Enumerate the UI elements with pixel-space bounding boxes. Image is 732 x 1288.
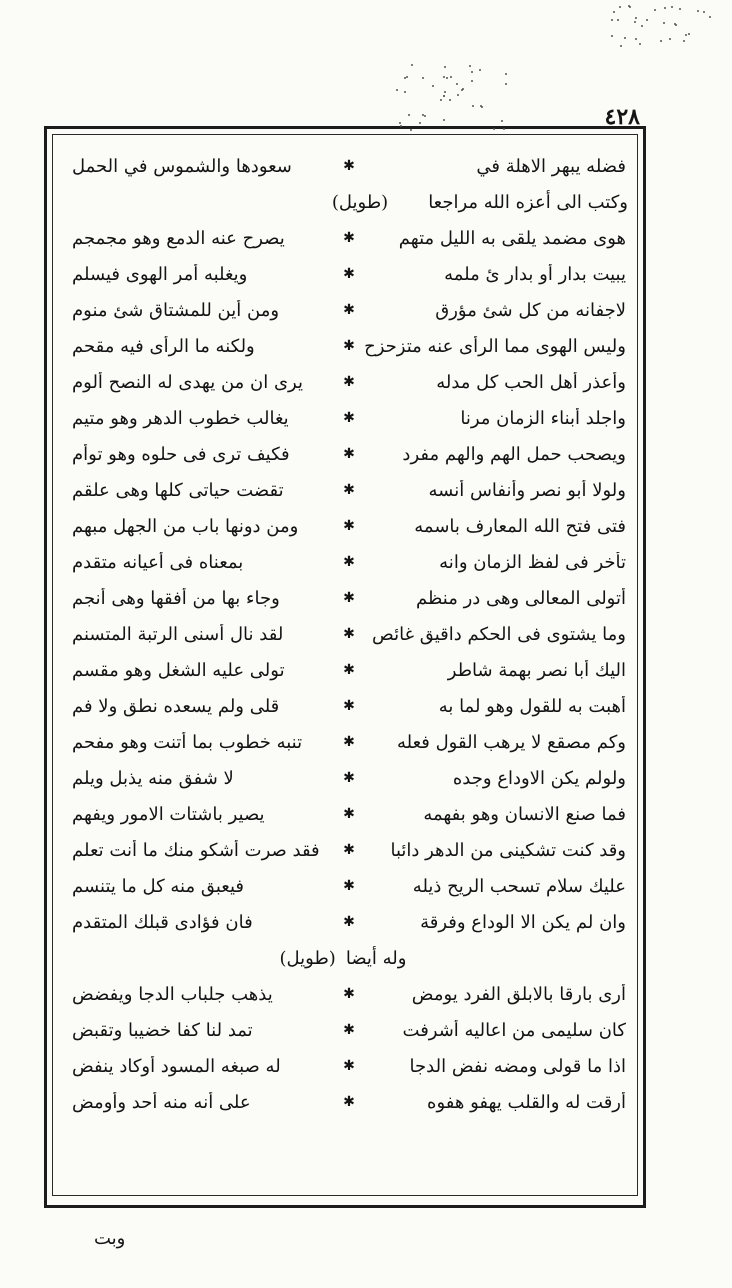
paper-speck xyxy=(396,89,398,91)
verse-first-hemistich: وان لم يكن الا الوداع وفرقة xyxy=(420,911,626,933)
verse-line xyxy=(58,220,632,256)
verse-separator: ✱ xyxy=(343,734,355,750)
paper-speck xyxy=(422,77,424,79)
paper-speck xyxy=(654,9,656,11)
paper-speck xyxy=(505,73,507,75)
verse-first-hemistich: أتولى المعالى وهى در منظم xyxy=(416,587,626,609)
verse-separator: ✱ xyxy=(343,374,355,390)
verse-line xyxy=(58,148,632,184)
verse-first-hemistich: وقد كنت تشكينى من الدهر دائبا xyxy=(390,839,626,861)
verse-first-hemistich: وكم مصقع لا يرهب القول فعله xyxy=(396,731,626,753)
paper-speck xyxy=(480,105,482,107)
verse-separator: ✱ xyxy=(343,266,355,282)
poem-meter: (طويل) xyxy=(331,191,389,213)
verse-first-hemistich: ولولا أبو نصر وأنفاس أنسه xyxy=(428,479,626,501)
verse-first-hemistich: فضله يبهر الاهلة في xyxy=(476,155,626,177)
paper-speck xyxy=(400,125,402,127)
paper-speck xyxy=(624,37,626,39)
verse-first-hemistich: لاجفانه من كل شئ مؤرق xyxy=(435,299,626,321)
verse-separator: ✱ xyxy=(343,518,355,534)
verse-second-hemistich: فقد صرت أشكو منك ما أنت تعلم xyxy=(72,839,320,861)
paper-speck xyxy=(679,8,681,10)
poem-meter: (طويل) xyxy=(279,947,336,969)
verse-line xyxy=(58,436,632,472)
verse-second-hemistich: يصير باشتات الامور ويفهم xyxy=(72,803,265,825)
paper-speck xyxy=(479,69,481,71)
paper-speck xyxy=(408,114,410,116)
paper-speck xyxy=(671,6,673,8)
verse-second-hemistich: ويغلبه أمر الهوى فيسلم xyxy=(72,263,248,285)
paper-speck xyxy=(697,10,699,12)
verse-separator: ✱ xyxy=(343,230,355,246)
verse-first-hemistich: اليك أبا نصر بهمة شاطر xyxy=(447,659,626,681)
catchword: وبت xyxy=(94,1228,126,1249)
paper-speck xyxy=(406,76,408,78)
paper-speck xyxy=(404,91,406,93)
paper-speck xyxy=(639,43,641,45)
paper-speck xyxy=(663,22,665,24)
verse-second-hemistich: بمعناه فى أعيانه متقدم xyxy=(72,551,244,573)
paper-speck xyxy=(440,99,442,101)
paper-speck xyxy=(611,35,613,37)
verse-first-hemistich: وأعذر أهل الحب كل مدله xyxy=(436,371,626,393)
verse-first-hemistich: تأخر فى لفظ الزمان وانه xyxy=(439,551,626,573)
verse-second-hemistich: فان فؤادى قبلك المتقدم xyxy=(72,911,253,933)
paper-speck xyxy=(611,19,613,21)
verse-first-hemistich: ويصحب حمل الهم والهم مفرد xyxy=(402,443,626,465)
paper-speck xyxy=(683,40,685,42)
verse-second-hemistich: يرى ان من يهدى له النصح ألوم xyxy=(72,371,303,393)
poem-heading xyxy=(58,184,632,220)
verse-separator: ✱ xyxy=(343,986,355,1002)
verse-line xyxy=(58,760,632,796)
verse-separator: ✱ xyxy=(343,626,355,642)
verse-separator: ✱ xyxy=(343,590,355,606)
verse-separator: ✱ xyxy=(343,1058,355,1074)
paper-speck xyxy=(501,120,503,122)
verse-first-hemistich: كان سليمى من اعاليه أشرفت xyxy=(402,1019,626,1041)
paper-speck xyxy=(443,119,445,121)
verse-separator: ✱ xyxy=(343,770,355,786)
paper-speck xyxy=(462,88,464,90)
verse-second-hemistich: قلى ولم يسعده نطق ولا فم xyxy=(72,695,280,717)
paper-speck xyxy=(634,21,636,23)
paper-speck xyxy=(456,83,458,85)
verse-line xyxy=(58,544,632,580)
verse-line xyxy=(58,1084,632,1120)
verse-first-hemistich: يبيت بدار أو بدار ئ ملمه xyxy=(444,263,626,285)
verse-line xyxy=(58,724,632,760)
verse-separator: ✱ xyxy=(343,914,355,930)
verse-line xyxy=(58,328,632,364)
paper-speck xyxy=(493,128,495,130)
paper-speck xyxy=(471,80,473,82)
paper-speck xyxy=(443,76,445,78)
paper-speck xyxy=(641,25,643,27)
text-block xyxy=(58,148,632,1120)
paper-speck xyxy=(675,24,677,26)
paper-speck xyxy=(471,71,473,73)
verse-second-hemistich: يغالب خطوب الدهر وهو متيم xyxy=(72,407,289,429)
verse-second-hemistich: فيعبق منه كل ما يتنسم xyxy=(72,875,245,897)
paper-speck xyxy=(457,94,459,96)
verse-separator: ✱ xyxy=(343,554,355,570)
verse-first-hemistich: وليس الهوى مما الرأى عنه متزحزح xyxy=(364,335,626,357)
verse-separator: ✱ xyxy=(343,842,355,858)
poem2-verses xyxy=(58,976,632,1120)
verse-first-hemistich: ولولم يكن الاوداع وجده xyxy=(452,767,626,789)
verse-line xyxy=(58,1048,632,1084)
verse-line xyxy=(58,364,632,400)
paper-speck xyxy=(635,38,637,40)
paper-speck xyxy=(660,40,662,42)
verse-line xyxy=(58,580,632,616)
verse-line xyxy=(58,400,632,436)
verse-separator: ✱ xyxy=(343,1022,355,1038)
verse-line xyxy=(58,796,632,832)
paper-speck xyxy=(399,122,401,124)
verse-separator: ✱ xyxy=(343,878,355,894)
verse-second-hemistich: له صبغه المسود أوكاد ينفض xyxy=(72,1055,281,1077)
paper-speck xyxy=(432,85,434,87)
verse-line xyxy=(58,904,632,940)
paper-speck xyxy=(443,95,445,97)
paper-speck xyxy=(411,64,413,66)
page-number: ٤٢٨ xyxy=(604,104,640,130)
paper-speck xyxy=(469,65,471,67)
verse-separator: ✱ xyxy=(343,338,355,354)
paper-speck xyxy=(446,77,448,79)
paper-speck xyxy=(444,66,446,68)
paper-speck xyxy=(613,11,615,13)
verse-second-hemistich: ومن دونها باب من الجهل مبهم xyxy=(72,515,299,537)
verse-separator: ✱ xyxy=(343,662,355,678)
paper-speck xyxy=(685,34,687,36)
paper-speck xyxy=(688,33,690,35)
verse-second-hemistich: تمد لنا كفا خضيبا وتقبض xyxy=(72,1019,253,1041)
paper-speck xyxy=(503,128,505,130)
paper-speck xyxy=(619,6,621,8)
verse-separator: ✱ xyxy=(343,158,355,174)
verse-second-hemistich: سعودها والشموس في الحمل xyxy=(72,155,292,177)
verse-second-hemistich: لا شفق منه يذبل ويلم xyxy=(72,767,234,789)
verse-first-hemistich: فما صنع الانسان وهو بفهمه xyxy=(423,803,626,825)
verse-first-hemistich: أرى بارقا بالابلق الفرد يومض xyxy=(411,983,626,1005)
paper-speck xyxy=(620,45,622,47)
poem-heading xyxy=(58,940,632,976)
verse-line xyxy=(58,616,632,652)
poem-intro: وكتب الى أعزه الله مراجعا xyxy=(428,191,628,213)
verse-second-hemistich: يذهب جلباب الدجا ويفضض xyxy=(72,983,273,1005)
verse-line xyxy=(58,508,632,544)
verse-first-hemistich: وما يشتوى فى الحكم داقيق غائص xyxy=(372,623,626,645)
paper-speck xyxy=(709,16,711,18)
verse-second-hemistich: تنبه خطوب بما أتنت وهو مفحم xyxy=(72,731,303,753)
paper-speck xyxy=(635,17,637,19)
verse-line xyxy=(58,652,632,688)
verse-second-hemistich: ومن أين للمشتاق شئ منوم xyxy=(72,299,280,321)
paper-speck xyxy=(664,7,666,9)
verse-first-hemistich: أهبت به للقول وهو لما به xyxy=(438,695,626,717)
verse-second-hemistich: وجاء بها من أفقها وهى أنجم xyxy=(72,587,280,609)
verse-separator: ✱ xyxy=(343,302,355,318)
verse-line xyxy=(58,688,632,724)
verse-second-hemistich: فكيف ترى فى حلوه وهو توأم xyxy=(72,443,290,465)
verse-second-hemistich: ولكنه ما الرأى فيه مقحم xyxy=(72,335,255,357)
verse-first-hemistich: واجلد أبناء الزمان مرنا xyxy=(460,407,626,429)
paper-speck xyxy=(505,83,507,85)
verse-first-hemistich: أرقت له والقلب يهفو هفوه xyxy=(427,1091,626,1113)
verse-first-hemistich: هوى مضمد يلقى به الليل متهم xyxy=(398,227,626,249)
verse-line xyxy=(58,292,632,328)
paper-speck xyxy=(646,19,648,21)
verse-separator: ✱ xyxy=(343,698,355,714)
verse-line xyxy=(58,832,632,868)
verse-separator: ✱ xyxy=(343,446,355,462)
paper-speck xyxy=(424,115,426,117)
paper-speck xyxy=(449,99,451,101)
poem-intro: وله أيضا xyxy=(345,947,407,969)
verse-first-hemistich: عليك سلام تسحب الريح ذيله xyxy=(412,875,626,897)
verse-line xyxy=(58,256,632,292)
verse-separator: ✱ xyxy=(343,482,355,498)
verse-second-hemistich: تولى عليه الشغل وهو مقسم xyxy=(72,659,285,681)
paper-speck xyxy=(450,76,452,78)
verse-line xyxy=(58,472,632,508)
verse-second-hemistich: تقضت حياتى كلها وهى علقم xyxy=(72,479,284,501)
paper-speck xyxy=(444,91,446,93)
paper-speck xyxy=(472,105,474,107)
verse-first-hemistich: فتى فتح الله المعارف باسمه xyxy=(414,515,626,537)
verse-second-hemistich: لقد نال أسنى الرتبة المتسنم xyxy=(72,623,284,645)
paper-speck xyxy=(617,19,619,21)
poem1-verses xyxy=(58,220,632,940)
verse-separator: ✱ xyxy=(343,1094,355,1110)
verse-first-hemistich: اذا ما قولى ومضه نفض الدجا xyxy=(409,1055,626,1077)
verse-separator: ✱ xyxy=(343,806,355,822)
verse-line xyxy=(58,1012,632,1048)
paper-speck xyxy=(669,38,671,40)
verse-separator: ✱ xyxy=(343,410,355,426)
paper-speck xyxy=(703,11,705,13)
paper-speck xyxy=(419,122,421,124)
verse-line xyxy=(58,868,632,904)
verse-second-hemistich: يصرح عنه الدمع وهو مجمجم xyxy=(72,227,285,249)
verse-second-hemistich: على أنه منه أحد وأومض xyxy=(72,1091,251,1113)
verse-line xyxy=(58,976,632,1012)
